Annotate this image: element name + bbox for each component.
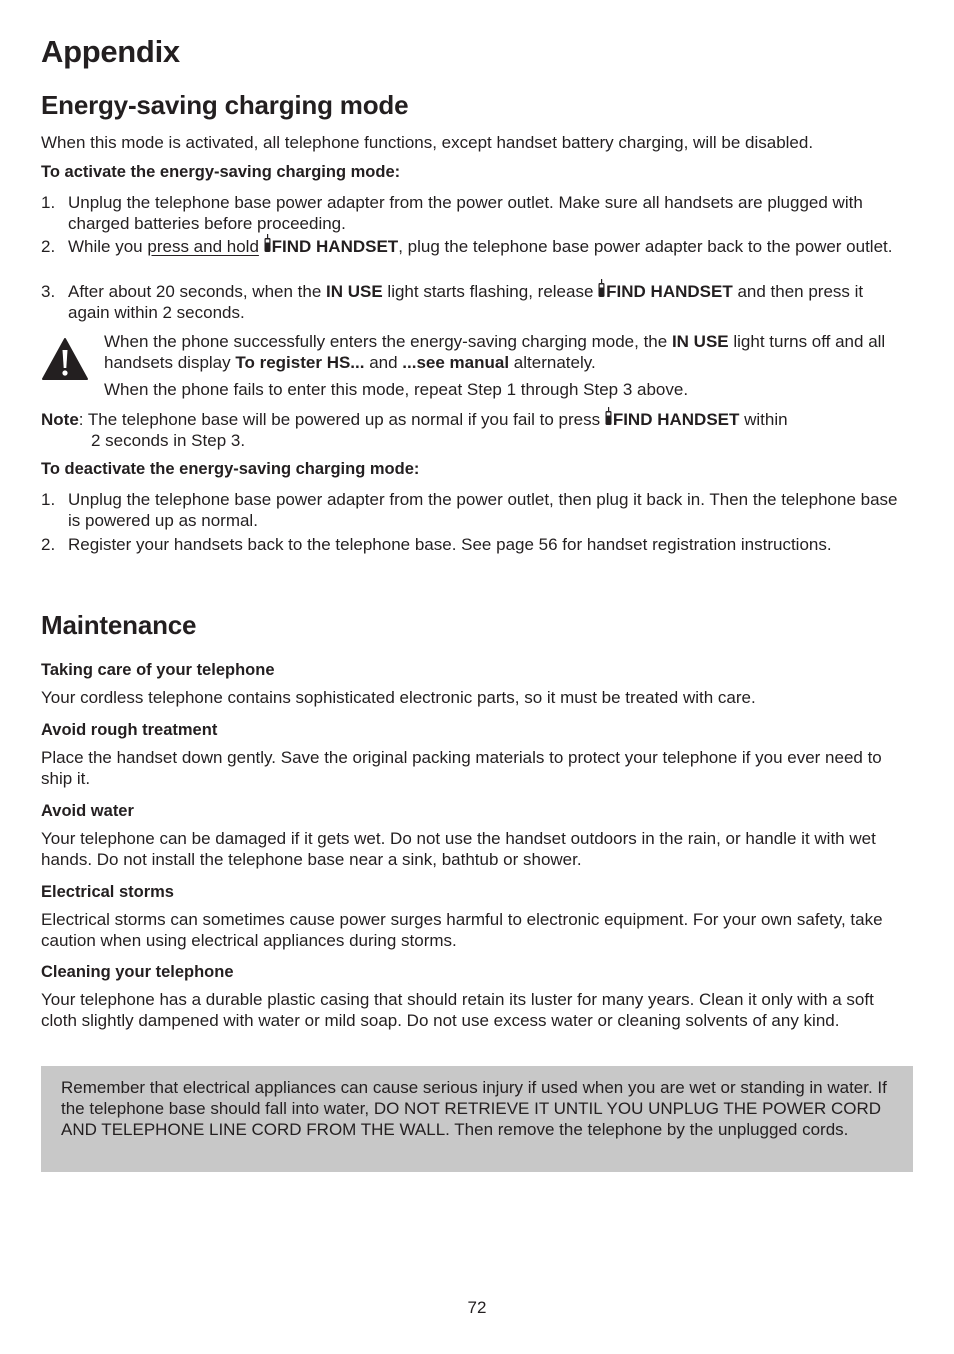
find-handset-key: FIND HANDSET — [612, 410, 740, 429]
section-body: Electrical storms can sometimes cause power surges harmful to electronic equipment. For your own safety, take caution when using electrical appliances during storms. — [41, 910, 883, 950]
warning-text-fail: When the phone fails to enter this mode, repeat Step 1 through Step 3 above. — [104, 380, 689, 399]
section-title: Avoid water — [41, 802, 134, 820]
section-body: Your telephone can be damaged if it gets wet. Do not use the handset outdoors in the rain, or handle it with wet hands. Do not install the telephone base near a sink, bathtub or shower. — [41, 829, 876, 869]
step-number: 1. — [41, 490, 56, 509]
note-label: Note — [41, 410, 79, 429]
deactivate-heading: To deactivate the energy-saving charging mode: — [41, 460, 420, 478]
handset-icon — [598, 281, 605, 298]
step-text: and then press it again within 2 seconds. — [68, 282, 864, 322]
handset-icon — [605, 409, 612, 426]
note: Note: The telephone base will be powered up as normal if you fail to press FIND HANDSET within 2 seconds in Step 3. — [41, 409, 913, 451]
step-text: Register your handsets back to the telephone base. See page 56 for handset registration instructions. — [68, 535, 832, 554]
section-body: Place the handset down gently. Save the original packing materials to protect your telephone if you ever need to ship it. — [41, 748, 882, 788]
warning-triangle-icon — [41, 337, 89, 381]
page-title: Appendix — [41, 34, 180, 69]
section-body: Your telephone has a durable plastic casing that should retain its luster for many years. Clean it only with a soft cloth slightly dampened with water or mild soap. Do not use excess water or cleaning solvents of any kind. — [41, 990, 874, 1030]
section-title: Taking care of your telephone — [41, 661, 275, 679]
step-text: After about 20 seconds, when the — [68, 282, 327, 301]
step-number: 3. — [41, 282, 56, 301]
step-number: 2. — [41, 535, 56, 554]
step-text: While you — [68, 237, 148, 256]
find-handset-key: FIND HANDSET — [271, 237, 399, 256]
step-text: light starts flashing, release — [382, 282, 599, 301]
section-title: Electrical storms — [41, 883, 174, 901]
step-text-underlined: press and hold — [147, 237, 259, 256]
safety-callout — [41, 1066, 913, 1172]
activate-heading: To activate the energy-saving charging mode: — [41, 163, 401, 181]
step-text: Unplug the telephone base power adapter from the power outlet. Make sure all handsets are plugged with charged batteries before proceeding. — [68, 193, 863, 233]
handset-icon — [264, 236, 271, 253]
maintenance-heading: Maintenance — [41, 610, 197, 640]
energy-saving-heading: Energy-saving charging mode — [41, 90, 409, 120]
step-number: 2. — [41, 237, 56, 256]
step-text: , plug the telephone base power adapter back to the power outlet. — [398, 237, 893, 256]
section-title: Avoid rough treatment — [41, 721, 218, 739]
page-number: 72 — [467, 1298, 487, 1317]
step-text: Unplug the telephone base power adapter from the power outlet, then plug it back in. Then the telephone base is powered up as normal. — [68, 490, 898, 530]
section-body: Your cordless telephone contains sophisticated electronic parts, so it must be treated with care. — [41, 688, 756, 707]
find-handset-key: FIND HANDSET — [606, 282, 733, 301]
in-use-label: IN USE — [326, 282, 383, 301]
section-title: Cleaning your telephone — [41, 963, 234, 981]
energy-intro: When this mode is activated, all telephone functions, except handset battery charging, will be disabled. — [41, 133, 814, 152]
warning-text: When the phone successfully enters the energy-saving charging mode, the IN USE light turns off and all handsets display To register HS... and ...see manual alternately. — [104, 332, 886, 372]
safety-callout-text: Remember that electrical appliances can cause serious injury if used when you are wet or standing in water. If the telephone base should fall into water, DO NOT RETRIEVE IT UNTIL YOU UNPLUG THE POWER CORD AND TELEPHONE LINE CORD FROM THE WALL. Then remove the telephone by the unplugged cords. — [61, 1078, 887, 1139]
step-number: 1. — [41, 193, 56, 212]
